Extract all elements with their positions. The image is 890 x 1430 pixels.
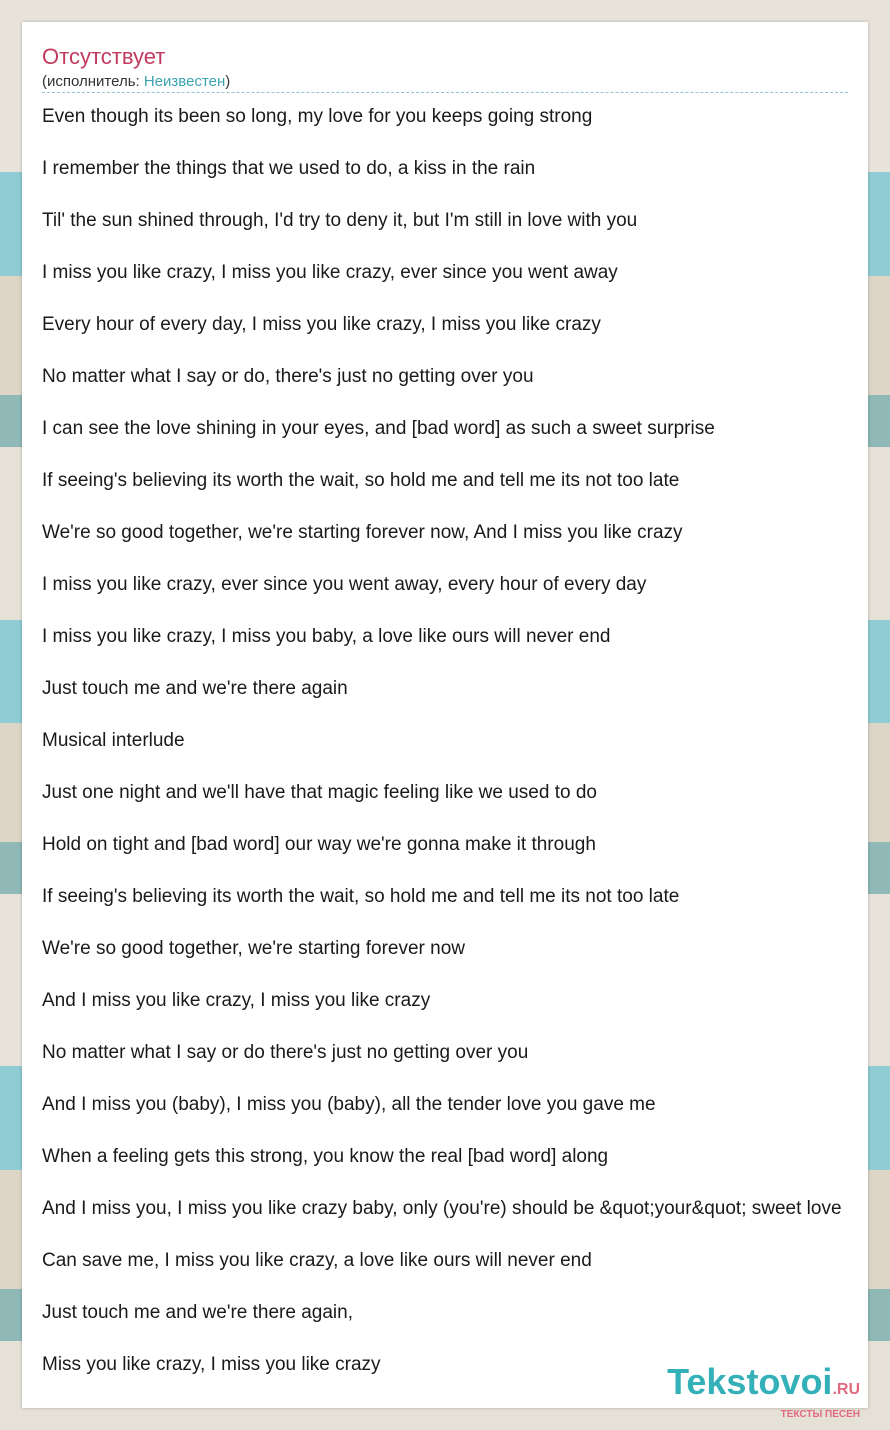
site-logo[interactable] — [667, 1361, 860, 1408]
artist-line — [42, 73, 230, 90]
logo-domain: .RU — [832, 1381, 860, 1398]
lyric-line: We're so good together, we're starting forever now — [42, 938, 466, 959]
lyric-line: Hold on tight and [bad word] our way we're gonna make it through — [42, 834, 596, 855]
artist-prefix: (исполнитель: — [42, 73, 144, 90]
artist-link[interactable]: Неизвестен — [143, 73, 226, 90]
logo-main-text: Tekstovoi — [667, 1361, 833, 1402]
lyrics-card — [22, 22, 868, 1408]
lyric-line: I can see the love shining in your eyes, and [bad word] as such a sweet surprise — [42, 418, 715, 439]
lyric-line: I miss you like crazy, I miss you like crazy, ever since you went away — [42, 262, 618, 283]
lyric-line: I remember the things that we used to do, a kiss in the rain — [42, 158, 536, 179]
lyric-line: Just touch me and we're there again — [42, 678, 348, 699]
lyric-line: If seeing's believing its worth the wait, so hold me and tell me its not too late — [42, 886, 680, 907]
lyric-line: No matter what I say or do, there's just no getting over you — [42, 366, 534, 387]
lyrics-list — [42, 106, 842, 1406]
lyric-line: Til' the sun shined through, I'd try to deny it, but I'm still in love with you — [42, 210, 638, 231]
logo-tagline: ТЕКСТЫ ПЕСЕН — [780, 1409, 860, 1420]
header-divider — [42, 92, 848, 93]
lyric-line: Musical interlude — [42, 730, 185, 751]
song-title: Отсутствует — [42, 44, 166, 69]
lyric-line: Can save me, I miss you like crazy, a love like ours will never end — [42, 1250, 592, 1271]
lyric-line: And I miss you (baby), I miss you (baby), all the tender love you gave me — [42, 1094, 656, 1115]
lyric-line: Just touch me and we're there again, — [42, 1302, 353, 1323]
lyric-line: No matter what I say or do there's just no getting over you — [42, 1042, 529, 1063]
lyric-line: Every hour of every day, I miss you like crazy, I miss you like crazy — [42, 314, 601, 335]
lyric-line: Even though its been so long, my love for you keeps going strong — [42, 106, 593, 127]
lyric-line: And I miss you, I miss you like crazy baby, only (you're) should be &quot;your&quot; sweet love — [42, 1198, 842, 1219]
lyric-line: I miss you like crazy, I miss you baby, a love like ours will never end — [42, 626, 611, 647]
lyric-line: Miss you like crazy, I miss you like crazy — [42, 1354, 381, 1375]
artist-suffix: ) — [225, 73, 231, 90]
lyric-line: Just one night and we'll have that magic feeling like we used to do — [42, 782, 597, 803]
logo-wordmark — [667, 1361, 860, 1408]
lyric-line: And I miss you like crazy, I miss you like crazy — [42, 990, 431, 1011]
lyric-line: When a feeling gets this strong, you know the real [bad word] along — [42, 1146, 609, 1167]
lyric-line: I miss you like crazy, ever since you went away, every hour of every day — [42, 574, 647, 595]
lyric-line: We're so good together, we're starting forever now, And I miss you like crazy — [42, 522, 683, 543]
lyric-line: If seeing's believing its worth the wait, so hold me and tell me its not too late — [42, 470, 680, 491]
